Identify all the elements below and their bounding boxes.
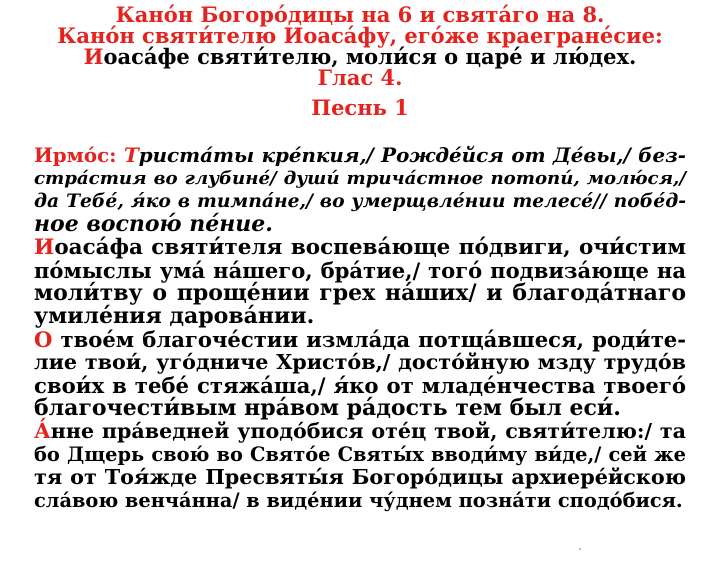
troparion-1 [34, 236, 686, 328]
troparion-3-line-4: сла́вою венча́нна/ в виде́нии чу́днем позна́ти сподо́бися. [34, 489, 683, 512]
acrostic-line [0, 46, 720, 67]
troparion-1-line-2: по́мыслы ума́ на́шего, бра́тие,/ того́ подвиза́юще на [34, 258, 686, 283]
irmos-initial: Т [123, 143, 139, 167]
troparion-3-line-2: бо Дщерь свою́ во Свято́е Святы́х вводи́му ви́де,/ сей же [34, 443, 686, 466]
troparion-1-line-1 [34, 236, 686, 259]
troparion-2-initial: О [34, 327, 53, 352]
canon-header [0, 4, 720, 118]
ode-text [34, 144, 686, 512]
irmos-line-3: да Тебе́, я́ко в тимпа́не,/ во умерщвле́нии телесе́// побе́д- [34, 190, 686, 212]
ode-heading: Песнь 1 [311, 95, 409, 120]
troparion-2-line-2: лие твои́, уго́дниче Христо́в,/ досто́йную мзду трудо́в [34, 350, 686, 374]
irmos-line-2: стра́стия во глубине́/ души́ трича́стное потопи́, молю́ся,/ [34, 168, 686, 189]
troparion-1-line-3: моли́тву о проще́нии грех на́ших/ и благода́тнаго [34, 280, 686, 306]
acrostic-initial: И [83, 44, 104, 69]
troparion-1-line-1-text: оаса́фа святи́теля воспева́юще по́двиги, очи́стим [54, 235, 686, 260]
troparion-2-line-4: благочести́вым нра́вом ра́дость тем был еси́. [34, 395, 621, 421]
canon-title-line-1: Кано́н Богоро́дицы на 6 и свята́го на 8. [115, 2, 605, 27]
troparion-3-initial: А́ [34, 419, 51, 443]
troparion-1-initial: И [34, 235, 55, 260]
irmos-line-1 [34, 144, 686, 167]
troparion-2 [34, 328, 686, 420]
troparion-3-line-3: тя от Тоя́жде Пресвяты́я Богоро́дицы архиере́йскою [34, 465, 686, 489]
irmos-line-4: ное воспою́ пе́ние. [34, 211, 273, 237]
troparion-1-line-4: умиле́ния дарова́нии. [34, 303, 315, 329]
stray-dot [579, 548, 581, 550]
tone-heading: Глас 4. [317, 65, 403, 90]
canon-title-line-2: Кано́н святи́телю Иоаса́фу, его́же краегране́сие: [57, 23, 663, 48]
acrostic-text: оаса́фе святи́телю, моли́ся о царе́ и лю́дех. [103, 44, 637, 69]
troparion-2-line-1-text: твое́м благоче́стии измла́да потща́вшеся, роди́те- [52, 327, 686, 352]
troparion-3 [34, 420, 686, 512]
irmos-paragraph [34, 144, 686, 236]
irmos-label: Ирмо́с: [34, 143, 124, 167]
troparion-3-line-1 [34, 420, 686, 443]
troparion-2-line-3: свои́х в тебе́ стяжа́ша,/ я́ко от младе́нчества твоего́ [34, 373, 686, 398]
troparion-3-line-1-text: нне пра́ведней уподо́бися оте́ц твой, святи́телю:/ та [50, 419, 686, 443]
troparion-2-line-1 [34, 328, 686, 351]
irmos-line-1-text: риста́ты кре́пкия,/ Рожде́йся от Де́вы,/ без- [138, 143, 686, 167]
